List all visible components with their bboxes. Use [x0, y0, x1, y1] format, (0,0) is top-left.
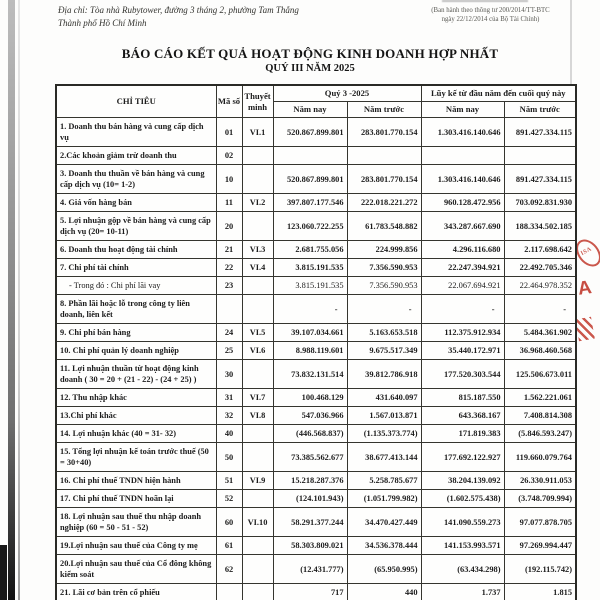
row-thuyet-minh: VI.7 [242, 389, 273, 407]
row-value-lk-nam-nay: 177.692.122.927 [421, 443, 504, 472]
row-value-q-nam-truoc: 38.677.413.144 [347, 443, 421, 472]
row-ma-so: 11 [216, 194, 242, 212]
col-header-q-nam-nay: Năm nay [273, 102, 347, 118]
row-value-q-nam-nay: 3.815.191.535 [273, 277, 347, 295]
row-thuyet-minh [242, 425, 273, 443]
table-row [56, 259, 576, 277]
row-value-q-nam-nay: 58.303.809.021 [273, 537, 347, 555]
row-label: 10. Chi phí quản lý doanh nghiệp [56, 342, 216, 360]
red-stamp-fragment-middle [577, 277, 594, 301]
row-value-q-nam-nay: 520.867.899.801 [273, 118, 347, 147]
table-container [55, 84, 577, 600]
row-value-q-nam-truoc: 431.640.097 [347, 389, 421, 407]
table-row [56, 342, 576, 360]
row-label: 6. Doanh thu hoạt động tài chính [56, 241, 216, 259]
row-value-lk-nam-truoc: - [504, 295, 576, 324]
row-label: 8. Phần lãi hoặc lỗ trong công ty liên doanh, liên kết [56, 295, 216, 324]
row-ma-so: 51 [216, 472, 242, 490]
row-thuyet-minh [242, 537, 273, 555]
row-value-q-nam-nay: 8.988.119.601 [273, 342, 347, 360]
table-row [56, 118, 576, 147]
table-row [56, 389, 576, 407]
row-ma-so: 30 [216, 360, 242, 389]
row-ma-so: 24 [216, 324, 242, 342]
row-value-q-nam-nay: 397.807.177.546 [273, 194, 347, 212]
row-value-lk-nam-truoc: 891.427.334.115 [504, 165, 576, 194]
row-value-lk-nam-truoc: 2.117.698.642 [504, 241, 576, 259]
row-value-lk-nam-nay: 35.440.172.971 [421, 342, 504, 360]
row-label: 7. Chi phí tài chính [56, 259, 216, 277]
row-value-q-nam-truoc: - [347, 295, 421, 324]
row-value-lk-nam-truoc: 119.660.079.764 [504, 443, 576, 472]
row-ma-so: 40 [216, 425, 242, 443]
row-label: 20.Lợi nhuận sau thuế của Cổ đông không kiểm soát [56, 555, 216, 584]
row-ma-so: 62 [216, 555, 242, 584]
row-ma-so: 22 [216, 259, 242, 277]
row-value-lk-nam-nay: (1.602.575.438) [421, 490, 504, 508]
row-label: 5. Lợi nhuận gộp về bán hàng và cung cấp dịch vụ (20= 10-11) [56, 212, 216, 241]
report-period: QUÝ III NĂM 2025 [265, 63, 355, 74]
row-ma-so: 60 [216, 508, 242, 537]
row-value-q-nam-truoc: 39.812.786.918 [347, 360, 421, 389]
cut-off-text-remnant [442, 0, 528, 2]
row-value-lk-nam-nay: (63.434.298) [421, 555, 504, 584]
table-row [56, 425, 576, 443]
row-value-lk-nam-nay: 960.128.472.956 [421, 194, 504, 212]
col-header-ma-so: Mã số [216, 85, 242, 118]
stamp-text: ISA [580, 246, 594, 257]
report-title: BÁO CÁO KẾT QUẢ HOẠT ĐỘNG KINH DOANH HỢP NHẤT [121, 46, 499, 61]
row-value-lk-nam-nay: 343.287.667.690 [421, 212, 504, 241]
row-ma-so: 23 [216, 277, 242, 295]
row-value-q-nam-truoc: (1.135.373.774) [347, 425, 421, 443]
row-value-lk-nam-nay: 177.520.303.544 [421, 360, 504, 389]
row-value-lk-nam-truoc: 891.427.334.115 [504, 118, 576, 147]
row-value-q-nam-truoc: 283.801.770.154 [347, 118, 421, 147]
row-label: 9. Chi phí bán hàng [56, 324, 216, 342]
row-value-q-nam-truoc: 222.018.221.272 [347, 194, 421, 212]
row-value-q-nam-truoc: (1.051.799.982) [347, 490, 421, 508]
row-value-q-nam-nay: 58.291.377.244 [273, 508, 347, 537]
row-value-q-nam-truoc: (65.950.995) [347, 555, 421, 584]
row-ma-so: 31 [216, 389, 242, 407]
row-thuyet-minh: VI.5 [242, 324, 273, 342]
row-thuyet-minh [242, 165, 273, 194]
row-label: 1. Doanh thu bán hàng và cung cấp dịch vụ [56, 118, 216, 147]
row-value-q-nam-nay: (124.101.943) [273, 490, 347, 508]
col-header-chi-tieu: CHỈ TIÊU [56, 85, 216, 118]
row-value-q-nam-truoc: 283.801.770.154 [347, 165, 421, 194]
row-label: 3. Doanh thu thuần về bán hàng và cung cấp dịch vụ (10= 1-2) [56, 165, 216, 194]
row-thuyet-minh [242, 490, 273, 508]
row-value-lk-nam-truoc: 1.562.221.061 [504, 389, 576, 407]
row-label: 19.Lợi nhuận sau thuế của Công ty mẹ [56, 537, 216, 555]
row-value-q-nam-nay: 123.060.722.255 [273, 212, 347, 241]
row-value-q-nam-nay: 2.681.755.056 [273, 241, 347, 259]
row-value-lk-nam-truoc: (5.846.593.247) [504, 425, 576, 443]
table-row [56, 407, 576, 425]
row-thuyet-minh [242, 555, 273, 584]
row-thuyet-minh: VI.8 [242, 407, 273, 425]
red-stamp-fragment-bottom [575, 317, 595, 341]
stamp-letter-glyph: A [576, 277, 594, 300]
row-value-q-nam-nay: (12.431.777) [273, 555, 347, 584]
row-value-lk-nam-nay [421, 147, 504, 165]
row-value-lk-nam-nay: 815.187.550 [421, 389, 504, 407]
row-value-q-nam-truoc: 9.675.517.349 [347, 342, 421, 360]
row-value-q-nam-nay: 15.218.287.376 [273, 472, 347, 490]
form-note-line-1: (Ban hành theo thông tư 200/2014/TT-BTC [431, 7, 550, 14]
row-ma-so: 02 [216, 147, 242, 165]
row-value-q-nam-nay: - [273, 295, 347, 324]
row-value-q-nam-truoc: 440 [347, 584, 421, 600]
row-thuyet-minh [242, 277, 273, 295]
col-group-cumulative: Lũy kế từ đầu năm đến cuối quý này [421, 85, 576, 102]
col-header-lk-nam-nay: Năm nay [421, 102, 504, 118]
col-header-lk-nam-truoc: Năm trước [504, 102, 576, 118]
row-value-q-nam-nay: 100.468.129 [273, 389, 347, 407]
table-row [56, 324, 576, 342]
row-value-lk-nam-truoc: 703.092.831.930 [504, 194, 576, 212]
table-row [56, 147, 576, 165]
row-thuyet-minh: VI.4 [242, 259, 273, 277]
row-label: 15. Tổng lợi nhuận kế toán trước thuế (50 = 30+40) [56, 443, 216, 472]
table-row [56, 537, 576, 555]
table-row [56, 555, 576, 584]
page-edge-line-left [18, 0, 20, 600]
table-row [56, 360, 576, 389]
row-thuyet-minh: VI.2 [242, 194, 273, 212]
row-value-lk-nam-truoc: 22.464.978.352 [504, 277, 576, 295]
row-ma-so: 25 [216, 342, 242, 360]
table-row [56, 443, 576, 472]
table-row [56, 490, 576, 508]
col-group-quarter: Quý 3 -2025 [273, 85, 421, 102]
row-value-q-nam-truoc: 5.163.653.518 [347, 324, 421, 342]
col-header-thuyet-minh: Thuyết minh [242, 85, 273, 118]
row-value-lk-nam-nay: 141.090.559.273 [421, 508, 504, 537]
row-value-q-nam-nay: 73.832.131.514 [273, 360, 347, 389]
table-row [56, 241, 576, 259]
page-edge-dark-corner [0, 545, 7, 600]
row-value-q-nam-nay: 39.107.034.661 [273, 324, 347, 342]
header-row-1 [56, 85, 576, 102]
row-thuyet-minh [242, 360, 273, 389]
row-value-lk-nam-nay: 38.204.139.092 [421, 472, 504, 490]
row-ma-so: 50 [216, 443, 242, 472]
row-value-lk-nam-truoc: 26.330.911.053 [504, 472, 576, 490]
row-value-q-nam-nay [273, 147, 347, 165]
row-ma-so: 52 [216, 490, 242, 508]
row-value-lk-nam-truoc: 7.408.814.308 [504, 407, 576, 425]
row-value-q-nam-truoc: 34.536.378.444 [347, 537, 421, 555]
row-value-q-nam-nay: 73.385.562.677 [273, 443, 347, 472]
row-label: 2.Các khoản giảm trừ doanh thu [56, 147, 216, 165]
table-row [56, 165, 576, 194]
row-value-lk-nam-nay: 112.375.912.934 [421, 324, 504, 342]
table-row [56, 472, 576, 490]
row-label: 21. Lãi cơ bản trên cổ phiếu [56, 584, 216, 600]
income-statement-table [55, 84, 577, 600]
row-label: 17. Chi phí thuế TNDN hoãn lại [56, 490, 216, 508]
page-edge-shadow-left [8, 0, 15, 600]
row-label: - Trong đó : Chi phí lãi vay [56, 277, 216, 295]
row-value-lk-nam-truoc: (3.748.709.994) [504, 490, 576, 508]
row-ma-so: 21 [216, 241, 242, 259]
form-note-line-2: ngày 22/12/2014 của Bộ Tài Chính) [441, 16, 540, 23]
row-value-lk-nam-truoc: 97.077.878.705 [504, 508, 576, 537]
row-label: 13.Chi phí khác [56, 407, 216, 425]
row-label: 14. Lợi nhuận khác (40 = 31- 32) [56, 425, 216, 443]
row-thuyet-minh [242, 443, 273, 472]
row-value-lk-nam-truoc: 22.492.705.346 [504, 259, 576, 277]
address-line-1: Địa chỉ: Tòa nhà Rubytower, đường 3 tháng 2, phường Tam Thắng [58, 5, 299, 15]
row-thuyet-minh: VI.9 [242, 472, 273, 490]
row-thuyet-minh [242, 295, 273, 324]
row-ma-so: 01 [216, 118, 242, 147]
row-value-lk-nam-truoc: 36.968.460.568 [504, 342, 576, 360]
row-value-lk-nam-nay: 22.067.694.921 [421, 277, 504, 295]
row-thuyet-minh [242, 147, 273, 165]
table-body [56, 118, 576, 600]
row-value-q-nam-truoc [347, 147, 421, 165]
row-thuyet-minh: VI.3 [242, 241, 273, 259]
table-row [56, 584, 576, 600]
row-value-lk-nam-nay: 141.153.993.571 [421, 537, 504, 555]
col-header-q-nam-truoc: Năm trước [347, 102, 421, 118]
row-value-lk-nam-truoc: 97.269.994.447 [504, 537, 576, 555]
row-value-lk-nam-nay: 171.819.383 [421, 425, 504, 443]
circular-reference-note [403, 6, 578, 24]
row-value-lk-nam-truoc: 125.506.673.011 [504, 360, 576, 389]
row-label: 12. Thu nhập khác [56, 389, 216, 407]
row-thuyet-minh [242, 212, 273, 241]
row-value-lk-nam-truoc: 5.484.361.902 [504, 324, 576, 342]
row-ma-so [216, 584, 242, 600]
row-value-q-nam-truoc: 61.783.548.882 [347, 212, 421, 241]
row-value-lk-nam-nay: 1.737 [421, 584, 504, 600]
row-thuyet-minh: VI.10 [242, 508, 273, 537]
row-label: 11. Lợi nhuận thuần từ hoạt động kinh doanh ( 30 = 20 + (21 - 22) - (24 + 25) ) [56, 360, 216, 389]
row-thuyet-minh [242, 584, 273, 600]
row-thuyet-minh: VI.6 [242, 342, 273, 360]
row-value-lk-nam-truoc [504, 147, 576, 165]
row-value-q-nam-nay: 520.867.899.801 [273, 165, 347, 194]
row-thuyet-minh: VI.1 [242, 118, 273, 147]
row-value-q-nam-truoc: 7.356.590.953 [347, 259, 421, 277]
table-row [56, 194, 576, 212]
row-ma-so: 32 [216, 407, 242, 425]
row-ma-so: 20 [216, 212, 242, 241]
table-row [56, 277, 576, 295]
row-label: 18. Lợi nhuận sau thuế thu nhập doanh nghiệp (60 = 50 - 51 - 52) [56, 508, 216, 537]
row-value-lk-nam-nay: 4.296.116.680 [421, 241, 504, 259]
row-value-q-nam-truoc: 34.470.427.449 [347, 508, 421, 537]
row-value-q-nam-truoc: 7.356.590.953 [347, 277, 421, 295]
row-value-q-nam-truoc: 224.999.856 [347, 241, 421, 259]
row-ma-so: 10 [216, 165, 242, 194]
row-value-lk-nam-nay: 1.303.416.140.646 [421, 118, 504, 147]
row-value-lk-nam-truoc: 1.815 [504, 584, 576, 600]
row-value-lk-nam-truoc: 188.334.502.185 [504, 212, 576, 241]
table-row [56, 508, 576, 537]
row-value-q-nam-nay: 717 [273, 584, 347, 600]
row-value-q-nam-truoc: 1.567.013.871 [347, 407, 421, 425]
row-value-q-nam-nay: (446.568.837) [273, 425, 347, 443]
row-ma-so: 61 [216, 537, 242, 555]
row-value-q-nam-truoc: 5.258.785.677 [347, 472, 421, 490]
table-row [56, 212, 576, 241]
row-value-lk-nam-nay: - [421, 295, 504, 324]
row-ma-so [216, 295, 242, 324]
row-value-lk-nam-nay: 643.368.167 [421, 407, 504, 425]
row-value-q-nam-nay: 3.815.191.535 [273, 259, 347, 277]
row-label: 16. Chi phí thuế TNDN hiện hành [56, 472, 216, 490]
row-value-lk-nam-nay: 22.247.394.921 [421, 259, 504, 277]
row-label: 4. Giá vốn hàng bán [56, 194, 216, 212]
row-value-lk-nam-nay: 1.303.416.140.646 [421, 165, 504, 194]
company-address [58, 4, 358, 30]
row-value-lk-nam-truoc: (192.115.742) [504, 555, 576, 584]
address-line-2: Thành phố Hồ Chí Minh [58, 18, 147, 28]
row-value-q-nam-nay: 547.036.966 [273, 407, 347, 425]
table-row [56, 295, 576, 324]
